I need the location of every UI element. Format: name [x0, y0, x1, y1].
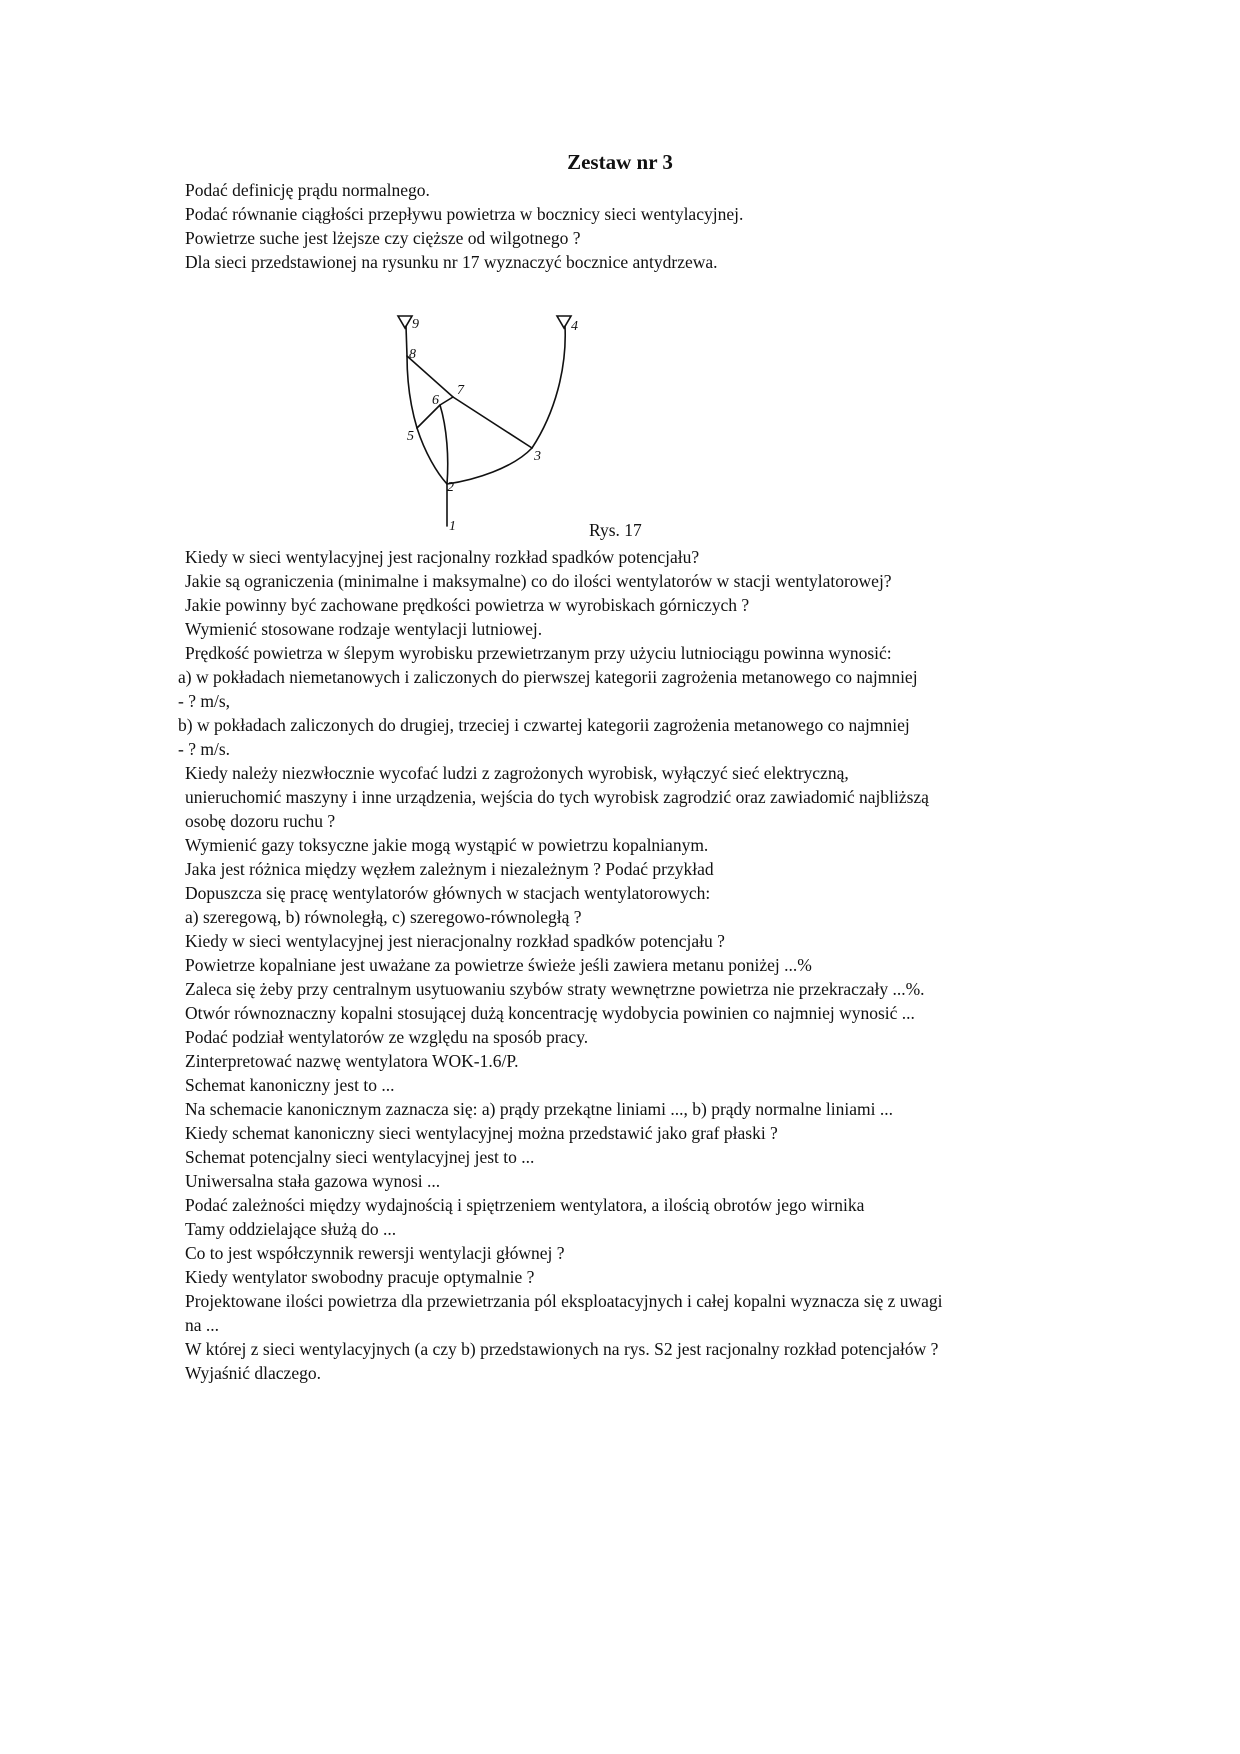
node-label-3: 3 [534, 449, 541, 464]
node-label-5: 5 [407, 429, 414, 444]
inlet-9-icon [398, 316, 412, 328]
item-text: Na schemacie kanonicznym zaznacza się: a) prądy przekątne liniami ..., b) prądy normalne liniami ... [185, 1099, 893, 1119]
item-text: Wymienić stosowane rodzaje wentylacji lutniowej. [185, 619, 543, 639]
item-text: osobę dozoru ruchu ? [185, 811, 336, 831]
node-label-6: 6 [432, 393, 439, 408]
item-text: Dla sieci przedstawionej na rysunku nr 17 wyznaczyć bocznice antydrzewa. [185, 252, 718, 272]
figure-caption: Rys. 17 [589, 520, 642, 540]
item-9-sub-b: b) w pokładach zaliczonych do drugiej, trzeciej i czwartej kategorii zagrożenia metanowego co najmniej [178, 715, 910, 735]
edge-8-7 [407, 356, 453, 397]
item-text: Wymienić gazy toksyczne jakie mogą wystąpić w powietrzu kopalnianym. [185, 835, 709, 855]
node-label-7: 7 [457, 383, 464, 398]
item-text: Zinterpretować nazwę wentylatora WOK-1.6/P. [185, 1051, 519, 1071]
item-9-sub-a-value: - ? m/s, [178, 691, 231, 711]
item-text: Podać równanie ciągłości przepływu powietrza w bocznicy sieci wentylacyjnej. [185, 204, 744, 224]
edge-6-2 [440, 405, 448, 484]
item-text: Podać zależności między wydajnością i spiętrzeniem wentylatora, a ilością obrotów jego wirnika [185, 1195, 865, 1215]
outlet-4-icon [557, 316, 571, 328]
item-text: Wyjaśnić dlaczego. [185, 1363, 321, 1383]
item-text: Kiedy należy niezwłocznie wycofać ludzi z zagrożonych wyrobisk, wyłączyć sieć elektryczną, [185, 763, 849, 783]
node-label-4: 4 [571, 319, 578, 334]
item-text: Kiedy w sieci wentylacyjnej jest racjonalny rozkład spadków potencjału? [185, 547, 700, 567]
edge-8-5 [407, 356, 417, 428]
item-text: Kiedy w sieci wentylacyjnej jest nieracjonalny rozkład spadków potencjału ? [185, 931, 725, 951]
item-text: Powietrze kopalniane jest uważane za powietrze świeże jeśli zawiera metanu poniżej ...% [185, 955, 812, 975]
edge-9-8 [406, 326, 407, 356]
item-text: Prędkość powietrza w ślepym wyrobisku przewietrzanym przy użyciu lutniociągu powinna wynosić: [185, 643, 892, 663]
item-text: Jakie powinny być zachowane prędkości powietrza w wyrobiskach górniczych ? [185, 595, 750, 615]
node-label-2: 2 [447, 480, 454, 495]
item-text: Projektowane ilości powietrza dla przewietrzania pól eksploatacyjnych i całej kopalni wyznacza się z uwagi [185, 1291, 943, 1311]
item-text: a) szeregową, b) równoległą, c) szeregowo-równoległą ? [185, 907, 582, 927]
item-text: Co to jest współczynnik rewersji wentylacji głównej ? [185, 1243, 565, 1263]
item-text: Dopuszcza się pracę wentylatorów głównych w stacjach wentylatorowych: [185, 883, 711, 903]
item-text: Schemat potencjalny sieci wentylacyjnej jest to ... [185, 1147, 535, 1167]
item-text: Kiedy wentylator swobodny pracuje optymalnie ? [185, 1267, 535, 1287]
item-text: Podać definicję prądu normalnego. [185, 180, 430, 200]
item-text: W której z sieci wentylacyjnych (a czy b) przedstawionych na rys. S2 jest racjonalny rozkład potencjałów ? [185, 1339, 939, 1359]
item-9-sub-b-value: - ? m/s. [178, 739, 231, 759]
item-text: Powietrze suche jest lżejsze czy cięższe od wilgotnego ? [185, 228, 581, 248]
edge-6-7 [440, 397, 453, 405]
node-label-9: 9 [412, 317, 419, 332]
item-text: Schemat kanoniczny jest to ... [185, 1075, 395, 1095]
edge-3-2 [447, 448, 532, 484]
item-text: unieruchomić maszyny i inne urządzenia, wejścia do tych wyrobisk zagrodzić oraz zawiadomić najbliższą [185, 787, 929, 807]
edge-7-3 [453, 397, 532, 448]
network-diagram [395, 308, 595, 533]
item-text: Zaleca się żeby przy centralnym usytuowaniu szybów straty wewnętrzne powietrza nie przekraczały ...%. [185, 979, 925, 999]
node-label-8: 8 [409, 347, 416, 362]
item-text: Jakie są ograniczenia (minimalne i maksymalne) co do ilości wentylatorów w stacji wentylatorowej? [185, 571, 892, 591]
edge-4-3 [532, 326, 565, 448]
edge-5-2 [417, 428, 447, 484]
item-9-sub-a: a) w pokładach niemetanowych i zaliczonych do pierwszej kategorii zagrożenia metanowego co najmniej [178, 667, 918, 687]
node-label-1: 1 [449, 519, 456, 533]
item-text: Uniwersalna stała gazowa wynosi ... [185, 1171, 441, 1191]
item-text: Podać podział wentylatorów ze względu na sposób pracy. [185, 1027, 589, 1047]
item-text: Kiedy schemat kanoniczny sieci wentylacyjnej można przedstawić jako graf płaski ? [185, 1123, 778, 1143]
item-text: Otwór równoznaczny kopalni stosującej dużą koncentrację wydobycia powinien co najmniej wynosić ... [185, 1003, 915, 1023]
item-text: Tamy oddzielające służą do ... [185, 1219, 397, 1239]
item-text: Jaka jest różnica między węzłem zależnym i niezależnym ? Podać przykład [185, 859, 714, 879]
page-title: Zestaw nr 3 [567, 150, 673, 174]
edge-5-6 [417, 405, 440, 428]
item-text: na ... [185, 1315, 220, 1335]
